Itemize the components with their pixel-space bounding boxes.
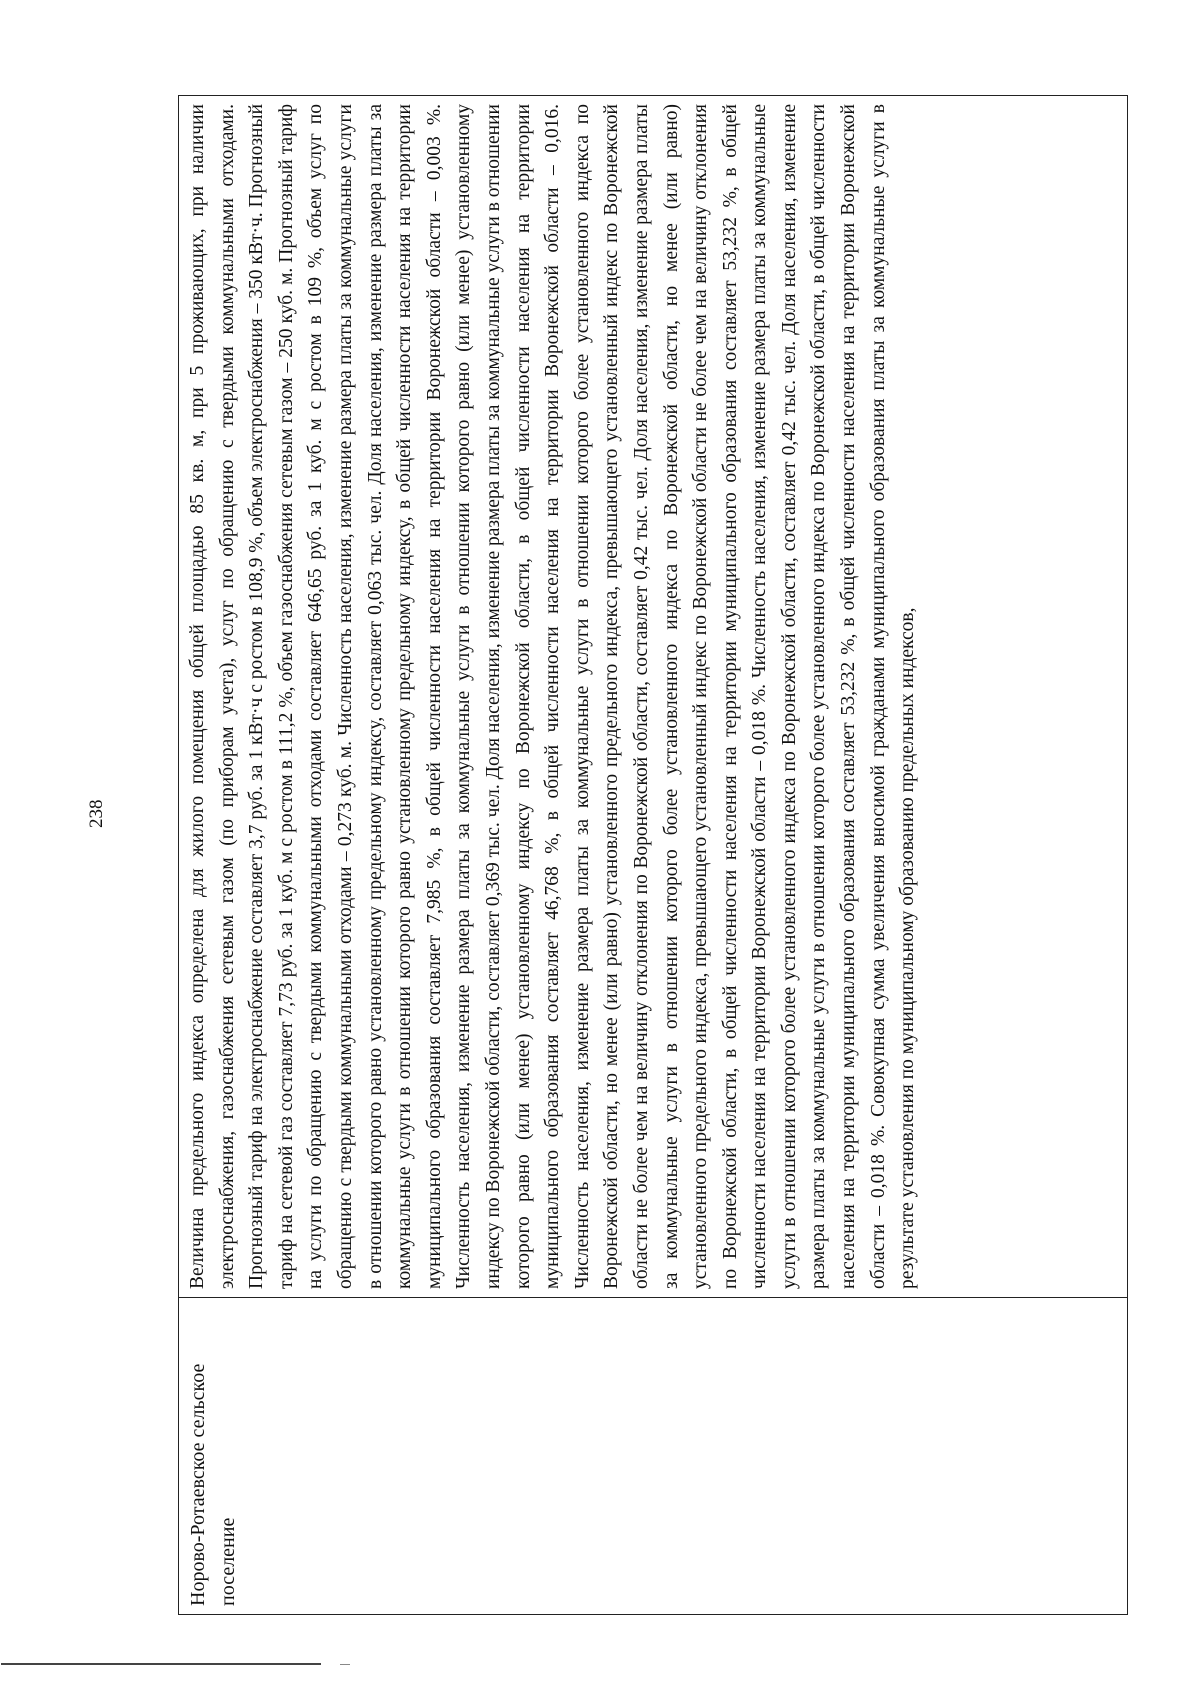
table-row xyxy=(179,96,1128,1615)
scan-edge-line xyxy=(1,1663,321,1665)
data-table xyxy=(178,95,1128,1615)
settlement-name-cell: Норово-Ротаевское сельское поселение xyxy=(179,1298,1128,1615)
index-description-cell: Величина предельного индекса определена для жилого помещения общей площадью 85 кв. м, при 5 проживающих, при наличии электроснабжения, газоснабжения сетевым газом (по приборам учета), услуг по обращению с твердыми коммунальными отходами. Прогнозный тариф на электроснабжение составляет 3,7 руб. за 1 кВт·ч с ростом в 108,9 %, объем электроснабжения – 350 кВт·ч. Прогнозный тариф на сетевой газ составляет 7,73 руб. за 1 куб. м с ростом в 111,2 %, объем газоснабжения сетевым газом – 250 куб. м. Прогнозный тариф на услуги по обращению с твердыми коммунальными отходами составляет 646,65 руб. за 1 куб. м с ростом в 109 %, объем услуг по обращению с твердыми коммунальными отходами – 0,273 куб. м. Численность населения, изменение размера платы за коммунальные услуги в отношении которого равно установленному предельному индексу, составляет 0,063 тыс. чел. Доля населения, изменение размера платы за коммунальные услуги в отношении которого равно установленному предельному индексу, в общей численности населения на территории муниципального образования составляет 7,985 %, в общей численности населения на территории Воронежской области – 0,003 %. Численность населения, изменение размера платы за коммунальные услуги в отношении которого равно (или менее) установленному индексу по Воронежской области, составляет 0,369 тыс. чел. Доля населения, изменение размера платы за коммунальные услуги в отношении которого равно (или менее) установленному индексу по Воронежской области, в общей численности населения на территории муниципального образования составляет 46,768 %, в общей численности населения на территории Воронежской области – 0,016. Численность населения, изменение размера платы за коммунальные услуги в отношении которого более установленного индекса по Воронежской области, но менее (или равно) установленного предельного индекса, превышающего установленный индекс по Воронежской области не более чем на величину отклонения по Воронежской области, составляет 0,42 тыс. чел. Доля населения, изменение размера платы за коммунальные услуги в отношении которого более установленного индекса по Воронежской области, но менее (или равно) установленного предельного индекса, превышающего установленный индекс по Воронежской области не более чем на величину отклонения по Воронежской области, в общей численности населения на территории муниципального образования составляет 53,232 %, в общей численности населения на территории Воронежской области – 0,018 %. Численность населения, изменение размера платы за коммунальные услуги в отношении которого более установленного индекса по Воронежской области, составляет 0,42 тыс. чел. Доля населения, изменение размера платы за коммунальные услуги в отношении которого более установленного индекса по Воронежской области, в общей численности населения на территории муниципального образования составляет 53,232 %, в общей численности населения на территории Воронежской области – 0,018 %. Совокупная сумма увеличения вносимой гражданами муниципального образования платы за коммунальные услуги в результате установления по муниципальному образованию предельных индексов, xyxy=(179,96,1128,1298)
table-container xyxy=(178,95,1128,1615)
page-number: 238 xyxy=(86,799,107,828)
scan-edge-mark xyxy=(340,1664,350,1665)
